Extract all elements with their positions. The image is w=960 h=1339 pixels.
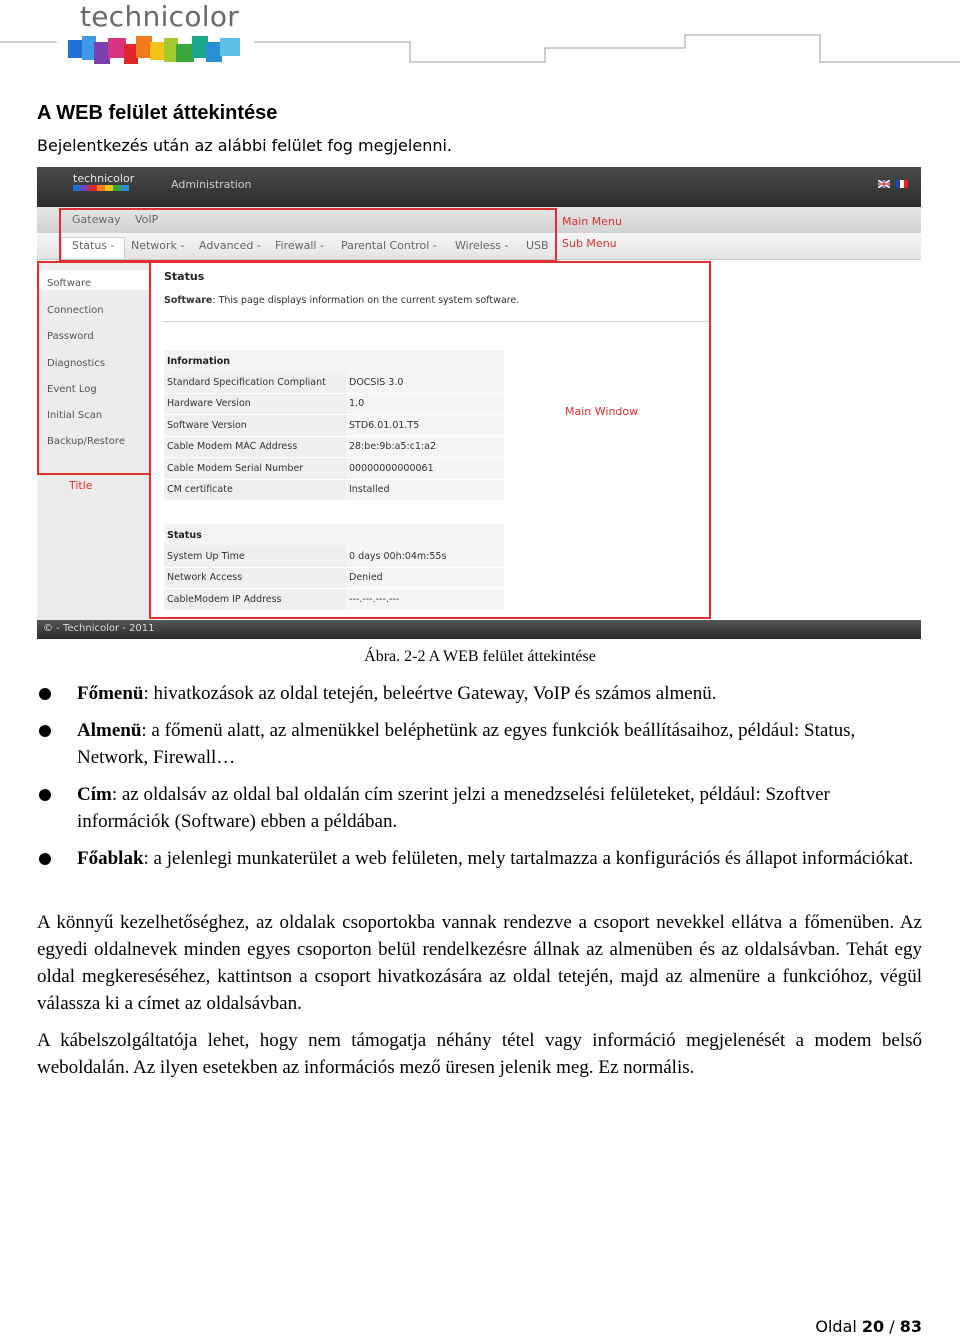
screenshot-logo: technicolor [73,172,135,185]
menu-voip[interactable]: VoIP [135,213,159,226]
page-total: 83 [899,1317,922,1336]
web-ui-screenshot [37,167,921,639]
bullet-text: : a jelenlegi munkaterület a web felületen, mely tartalmazza a konfigurációs és állapot információkat. [143,848,914,869]
status-header: Status [164,524,504,546]
flag-uk-icon[interactable] [878,180,890,188]
sub-menu-annotation: Sub Menu [562,237,617,250]
bullet-text: : az oldalsáv az oldal bal oldalán cím szerint jelzi a menedzselési felületeket, például: Szoftver információk (Software) ebben a példában. [77,784,830,832]
bullet-dot-icon [39,853,51,865]
intro-text: Bejelentkezés után az alábbi felület fog megjelenni. [37,136,452,155]
row-value: 1.0 [346,393,504,415]
flag-fr-icon[interactable] [896,180,908,188]
page-separator: / [884,1317,900,1336]
submenu-status[interactable]: Status - [72,239,115,252]
bullet-item [37,717,917,771]
sidebar-item-backup-restore[interactable]: Backup/Restore [47,436,125,447]
header-logo: technicolor [80,0,240,33]
main-subtitle-label: Software [164,295,213,306]
bullet-item [37,845,917,872]
bullet-term: Főablak [77,848,144,869]
sidebar-item-password[interactable]: Password [47,331,94,342]
main-menu-highlight [59,208,557,262]
copyright-text: © - Technicolor - 2011 [43,623,155,634]
bullet-item [37,680,917,707]
row-key: Network Access [164,567,346,589]
main-window-annotation: Main Window [565,405,639,418]
row-value: ---.---.---.--- [346,589,504,611]
submenu-usb[interactable]: USB [526,239,549,252]
submenu-firewall[interactable]: Firewall - [275,239,324,252]
menu-gateway[interactable]: Gateway [72,213,121,226]
row-key: System Up Time [164,546,346,567]
bullet-text: : a főmenü alatt, az almenükkel beléphetünk az egyes funkciók beállításaihoz, például: Status, Network, Firewall… [77,720,856,768]
sidebar-item-connection[interactable]: Connection [47,305,104,316]
screenshot-footer [37,620,921,639]
row-key: Hardware Version [164,393,346,415]
row-value: Denied [346,567,504,589]
bullet-dot-icon [39,725,51,737]
submenu-parental-control[interactable]: Parental Control - [341,239,437,252]
paragraph: A kábelszolgáltatója lehet, hogy nem támogatja néhány tétel vagy információ megjelenését a modem belső weboldalán. Az ilyen esetekben az információs mező üresen jelenik meg. Ez normális. [37,1030,922,1078]
row-value: STD6.01.01.T5 [346,415,504,437]
submenu-network[interactable]: Network - [131,239,185,252]
row-key: Standard Specification Compliant [164,372,346,393]
row-value: 28:be:9b:a5:c1:a2 [346,436,504,458]
screenshot-logo-stripes [73,185,129,191]
section-heading: A WEB felület áttekintése [37,102,278,124]
row-key: Software Version [164,415,346,437]
bullet-dot-icon [39,688,51,700]
row-value: Installed [346,479,504,501]
row-value: 0 days 00h:04m:55s [346,546,504,567]
row-value: 00000000000061 [346,458,504,480]
row-key: Cable Modem MAC Address [164,436,346,458]
row-value: DOCSIS 3.0 [346,372,504,393]
main-menu-annotation: Main Menu [562,215,622,228]
main-subtitle-text: : This page displays information on the current system software. [212,295,520,306]
bullet-text: : hivatkozások az oldal tetején, beleértve Gateway, VoIP és számos almenü. [143,683,717,704]
title-annotation: Title [69,479,93,492]
row-key: Cable Modem Serial Number [164,458,346,480]
sidebar-item-software[interactable]: Software [47,278,92,289]
main-title: Status [164,270,205,283]
figure-caption: Ábra. 2-2 A WEB felület áttekintése [364,648,596,665]
sidebar-item-event-log[interactable]: Event Log [47,384,97,395]
main-window-highlight [149,261,711,619]
row-key: CM certificate [164,479,346,501]
submenu-wireless[interactable]: Wireless - [455,239,509,252]
page-number [815,1317,922,1336]
paragraph: A könnyű kezelhetőséghez, az oldalak csoportokba vannak rendezve a csoport nevekkel ellátva a főmenüben. Az egyedi oldalnevek minden egyes csoporton belül rendelkezésre állnak az almenüben és az oldalsávban. Tehát egy oldal megkereséséhez, kattintson a csoport hivatkozására az oldal tetején, majd az almenüre a funkcióhoz, végül válassza ki a címet az oldalsávban. [37,912,922,1014]
bullet-dot-icon [39,789,51,801]
information-header: Information [164,350,504,372]
logo-stripes [68,36,240,66]
bullet-term: Főmenü [77,683,144,704]
page-current: 20 [861,1317,885,1336]
submenu-advanced[interactable]: Advanced - [199,239,261,252]
title-highlight [37,261,151,475]
page-prefix: Oldal [815,1317,862,1336]
administration-label: Administration [171,178,252,191]
bullet-term: Almenü [77,720,142,741]
row-key: CableModem IP Address [164,589,346,611]
top-bar [37,167,921,207]
bullet-term: Cím [77,784,112,805]
sidebar-item-diagnostics[interactable]: Diagnostics [47,358,106,369]
sidebar-item-initial-scan[interactable]: Initial Scan [47,410,103,421]
bullet-item [37,781,917,835]
